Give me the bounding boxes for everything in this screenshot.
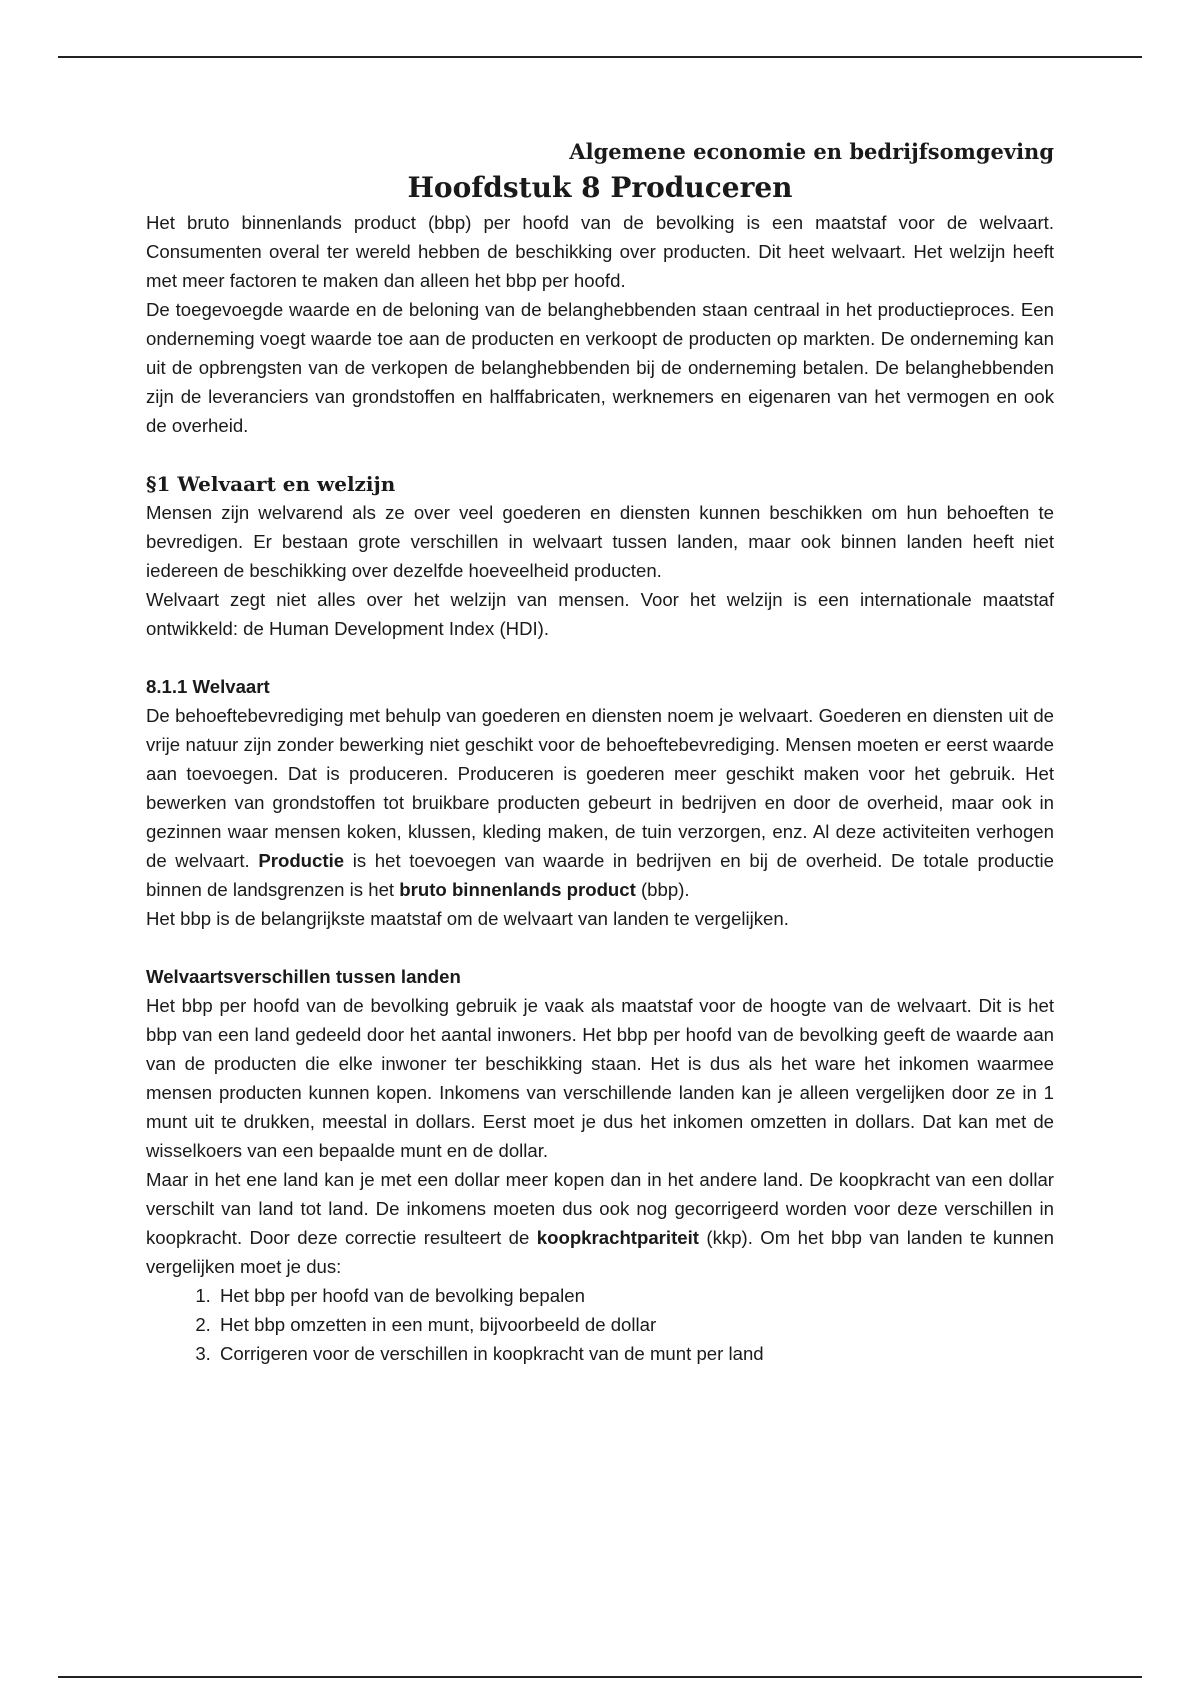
welvaart-paragraph-1 xyxy=(146,701,1054,904)
verschillen-paragraph-2 xyxy=(146,1165,1054,1281)
subsection-heading-welvaart: 8.1.1 Welvaart xyxy=(146,676,270,697)
intro-paragraph-2: De toegevoegde waarde en de beloning van de belanghebbenden staan centraal in het productieproces. Een onderneming voegt waarde toe aan de producten en verkoopt de producten op markten. De onderneming kan uit de opbrengsten van de verkopen de belanghebbenden bij de onderneming betalen. De belanghebbenden zijn de leveranciers van grondstoffen en halffabricaten, werknemers en eigenaren van het vermogen en ook de overheid. xyxy=(146,299,1054,436)
welvaart-text-e: (bbp). xyxy=(635,879,690,900)
list-item: 3. Corrigeren voor de verschillen in koopkracht van de munt per land xyxy=(216,1339,1054,1368)
verschillen-text-c: (kkp). Om het bbp van landen te kunnen vergelijken moet je dus: xyxy=(146,1227,1054,1277)
term-productie: Productie xyxy=(258,850,345,871)
list-item: 1. Het bbp per hoofd van de bevolking bepalen xyxy=(216,1281,1054,1310)
top-rule xyxy=(58,56,1142,58)
chapter-title: Hoofdstuk 8 Produceren xyxy=(407,171,793,204)
verschillen-text-a: Maar in het ene land kan je met een dollar meer kopen dan in het andere land. De koopkracht van een dollar verschilt van land tot land. De inkomens moeten dus ook nog gecorrigeerd worden voor deze verschillen in koopkracht. Door deze correctie resulteert de xyxy=(146,1169,1054,1248)
course-title: Algemene economie en bedrijfsomgeving xyxy=(569,139,1054,164)
section-heading-welvaart-welzijn: §1 Welvaart en welzijn xyxy=(146,472,396,496)
term-bbp: bruto binnenlands product xyxy=(399,879,636,900)
subsection-heading-welvaartsverschillen: Welvaartsverschillen tussen landen xyxy=(146,966,461,987)
section1-paragraph-1: Mensen zijn welvarend als ze over veel goederen en diensten kunnen beschikken om hun behoeften te bevredigen. Er bestaan grote verschillen in welvaart tussen landen, maar ook binnen landen heeft niet iedereen de beschikking over dezelfde hoeveelheid producten. xyxy=(146,502,1054,581)
steps-list xyxy=(146,1281,1054,1368)
intro-paragraph-1: Het bruto binnenlands product (bbp) per hoofd van de bevolking is een maatstaf voor de welvaart. Consumenten overal ter wereld hebben de beschikking over producten. Dit heet welvaart. Het welzijn heeft met meer factoren te maken dan alleen het bbp per hoofd. xyxy=(146,212,1054,291)
verschillen-paragraph-1: Het bbp per hoofd van de bevolking gebruik je vaak als maatstaf voor de hoogte van de welvaart. Dit is het bbp van een land gedeeld door het aantal inwoners. Het bbp per hoofd van de bevolking geeft de waarde aan van de producten die elke inwoner ter beschikking staan. Het is dus als het ware het inkomen waarmee mensen producten kunnen kopen. Inkomens van verschillende landen kan je alleen vergelijken door ze in 1 munt uit te drukken, meestal in dollars. Eerst moet je dus het inkomen omzetten in dollars. Dat kan met de wisselkoers van een bepaalde munt en de dollar. xyxy=(146,995,1054,1161)
section1-paragraph-2: Welvaart zegt niet alles over het welzijn van mensen. Voor het welzijn is een internationale maatstaf ontwikkeld: de Human Development Index (HDI). xyxy=(146,589,1054,639)
bottom-rule xyxy=(58,1676,1142,1678)
term-koopkrachtpariteit: koopkrachtpariteit xyxy=(536,1227,699,1248)
list-item: 2. Het bbp omzetten in een munt, bijvoorbeeld de dollar xyxy=(216,1310,1054,1339)
welvaart-text-a: De behoeftebevrediging met behulp van goederen en diensten noem je welvaart. Goederen en diensten uit de vrije natuur zijn zonder bewerking niet geschikt voor de behoeftebevrediging. Mensen moeten er eerst waarde aan toevoegen. Dat is produceren. Produceren is goederen meer geschikt maken voor het gebruik. Het bewerken van grondstoffen tot bruikbare producten gebeurt in bedrijven en door de overheid, maar ook in gezinnen waar mensen koken, klussen, kleding maken, de tuin verzorgen, enz. Al deze activiteiten verhogen de welvaart. xyxy=(146,705,1054,871)
welvaart-paragraph-2: Het bbp is de belangrijkste maatstaf om de welvaart van landen te vergelijken. xyxy=(146,908,789,929)
welvaart-text-c: is het toevoegen van waarde in bedrijven en bij de overheid. De totale productie binnen de landsgrenzen is het xyxy=(146,850,1054,900)
document-page xyxy=(146,138,1054,1368)
